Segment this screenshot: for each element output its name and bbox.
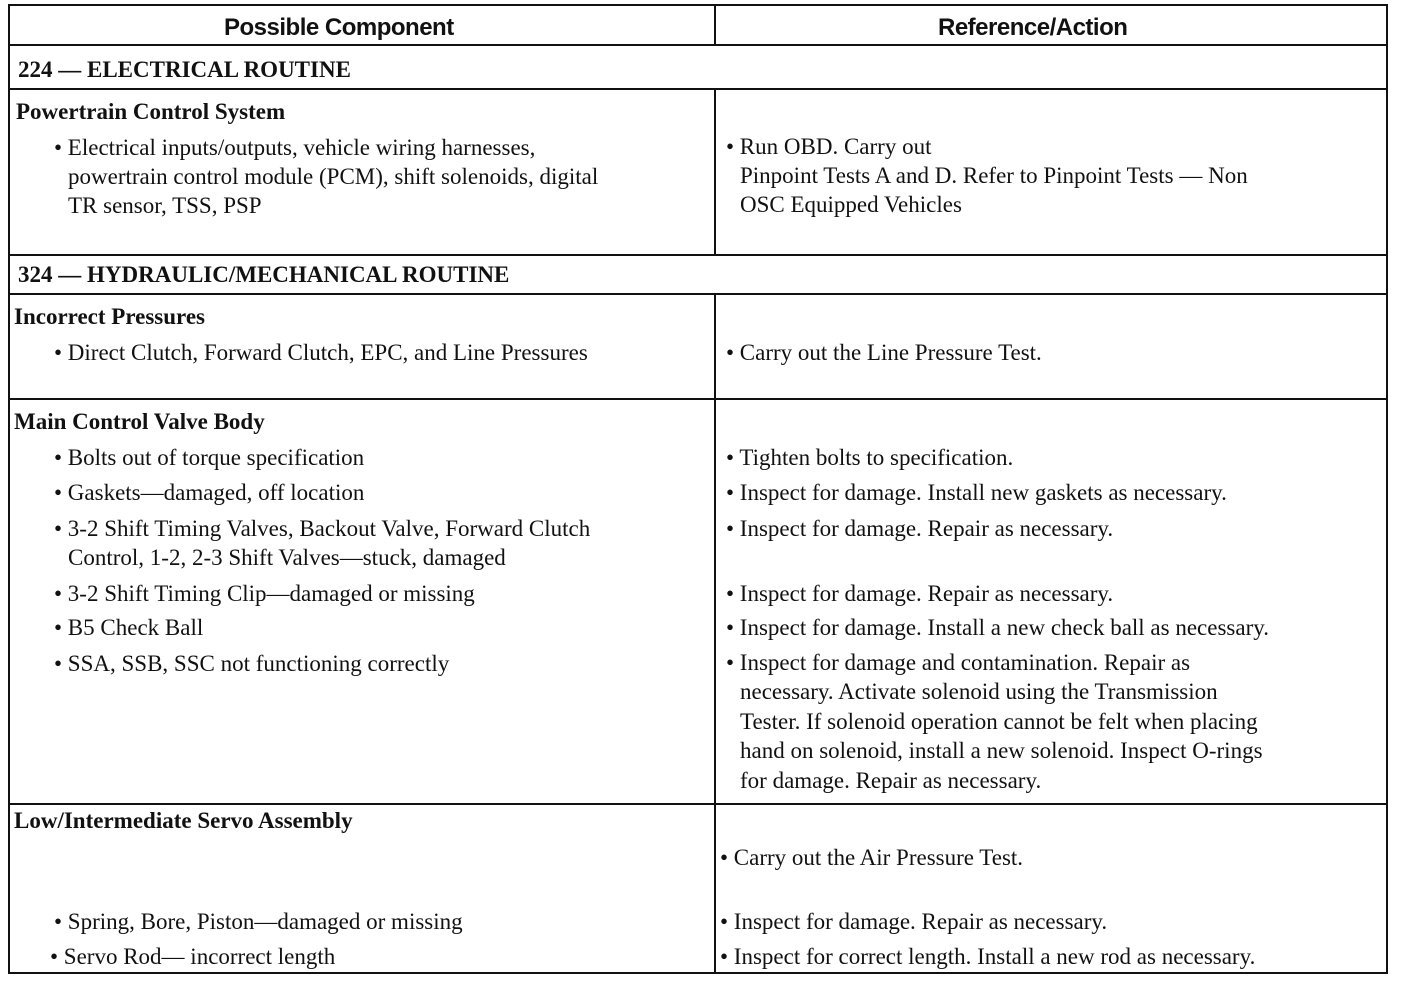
- row-divider: [10, 44, 1386, 46]
- action-item: • Carry out the Air Pressure Test.: [720, 845, 1024, 870]
- action-item: • Tighten bolts to specification.: [726, 445, 1014, 470]
- header-reference-action: Reference/Action: [938, 14, 1128, 41]
- action-item: Pinpoint Tests A and D. Refer to Pinpoint Tests — Non: [740, 163, 1248, 188]
- row-divider: [10, 254, 1386, 256]
- column-divider: [714, 6, 716, 44]
- row-divider: [10, 293, 1386, 295]
- section-title-hydraulic: 324 — HYDRAULIC/MECHANICAL ROUTINE: [18, 262, 510, 287]
- action-item: • Inspect for damage. Repair as necessary.: [726, 581, 1114, 606]
- action-item: • Inspect for correct length. Install a new rod as necessary.: [720, 944, 1256, 969]
- component-item: • Spring, Bore, Piston—damaged or missing: [54, 909, 463, 934]
- action-item: • Inspect for damage. Repair as necessary.: [726, 516, 1114, 541]
- component-item: • B5 Check Ball: [54, 615, 204, 640]
- action-item: OSC Equipped Vehicles: [740, 192, 962, 217]
- component-low-intermediate-servo-assembly: Low/Intermediate Servo Assembly: [14, 808, 353, 833]
- diagnostic-table: [8, 4, 1388, 974]
- action-item: • Inspect for damage. Install a new check ball as necessary.: [726, 615, 1269, 640]
- row-divider: [10, 803, 1386, 805]
- column-divider: [714, 293, 716, 972]
- action-item: for damage. Repair as necessary.: [740, 768, 1042, 793]
- component-item: powertrain control module (PCM), shift solenoids, digital: [68, 164, 599, 189]
- header-possible-component: Possible Component: [224, 14, 454, 41]
- component-powertrain-control-system: Powertrain Control System: [16, 99, 286, 124]
- section-title-electrical: 224 — ELECTRICAL ROUTINE: [18, 57, 351, 82]
- row-divider: [10, 398, 1386, 400]
- action-item: • Carry out the Line Pressure Test.: [726, 340, 1042, 365]
- action-item: hand on solenoid, install a new solenoid. Inspect O-rings: [740, 738, 1263, 763]
- component-item: • SSA, SSB, SSC not functioning correctly: [54, 651, 450, 676]
- action-item: • Inspect for damage. Repair as necessary.: [720, 909, 1108, 934]
- row-divider: [10, 88, 1386, 90]
- column-divider: [714, 88, 716, 254]
- component-item: • Bolts out of torque specification: [54, 445, 365, 470]
- action-item: • Inspect for damage and contamination. Repair as: [726, 650, 1191, 675]
- action-item: necessary. Activate solenoid using the Transmission: [740, 679, 1218, 704]
- component-main-control-valve-body: Main Control Valve Body: [14, 409, 265, 434]
- component-item: • 3-2 Shift Timing Valves, Backout Valve, Forward Clutch: [54, 516, 591, 541]
- component-item: TR sensor, TSS, PSP: [68, 193, 262, 218]
- component-item: • Gaskets—damaged, off location: [54, 480, 365, 505]
- component-item: • Electrical inputs/outputs, vehicle wiring harnesses,: [54, 135, 536, 160]
- component-item: Control, 1-2, 2-3 Shift Valves—stuck, damaged: [68, 545, 506, 570]
- component-incorrect-pressures: Incorrect Pressures: [14, 304, 205, 329]
- action-item: • Inspect for damage. Install new gaskets as necessary.: [726, 480, 1227, 505]
- action-item: • Run OBD. Carry out: [726, 134, 932, 159]
- component-item: • Servo Rod— incorrect length: [50, 944, 336, 969]
- action-item: Tester. If solenoid operation cannot be felt when placing: [740, 709, 1258, 734]
- component-item: • 3-2 Shift Timing Clip—damaged or missing: [54, 581, 475, 606]
- component-item: • Direct Clutch, Forward Clutch, EPC, and Line Pressures: [54, 340, 588, 365]
